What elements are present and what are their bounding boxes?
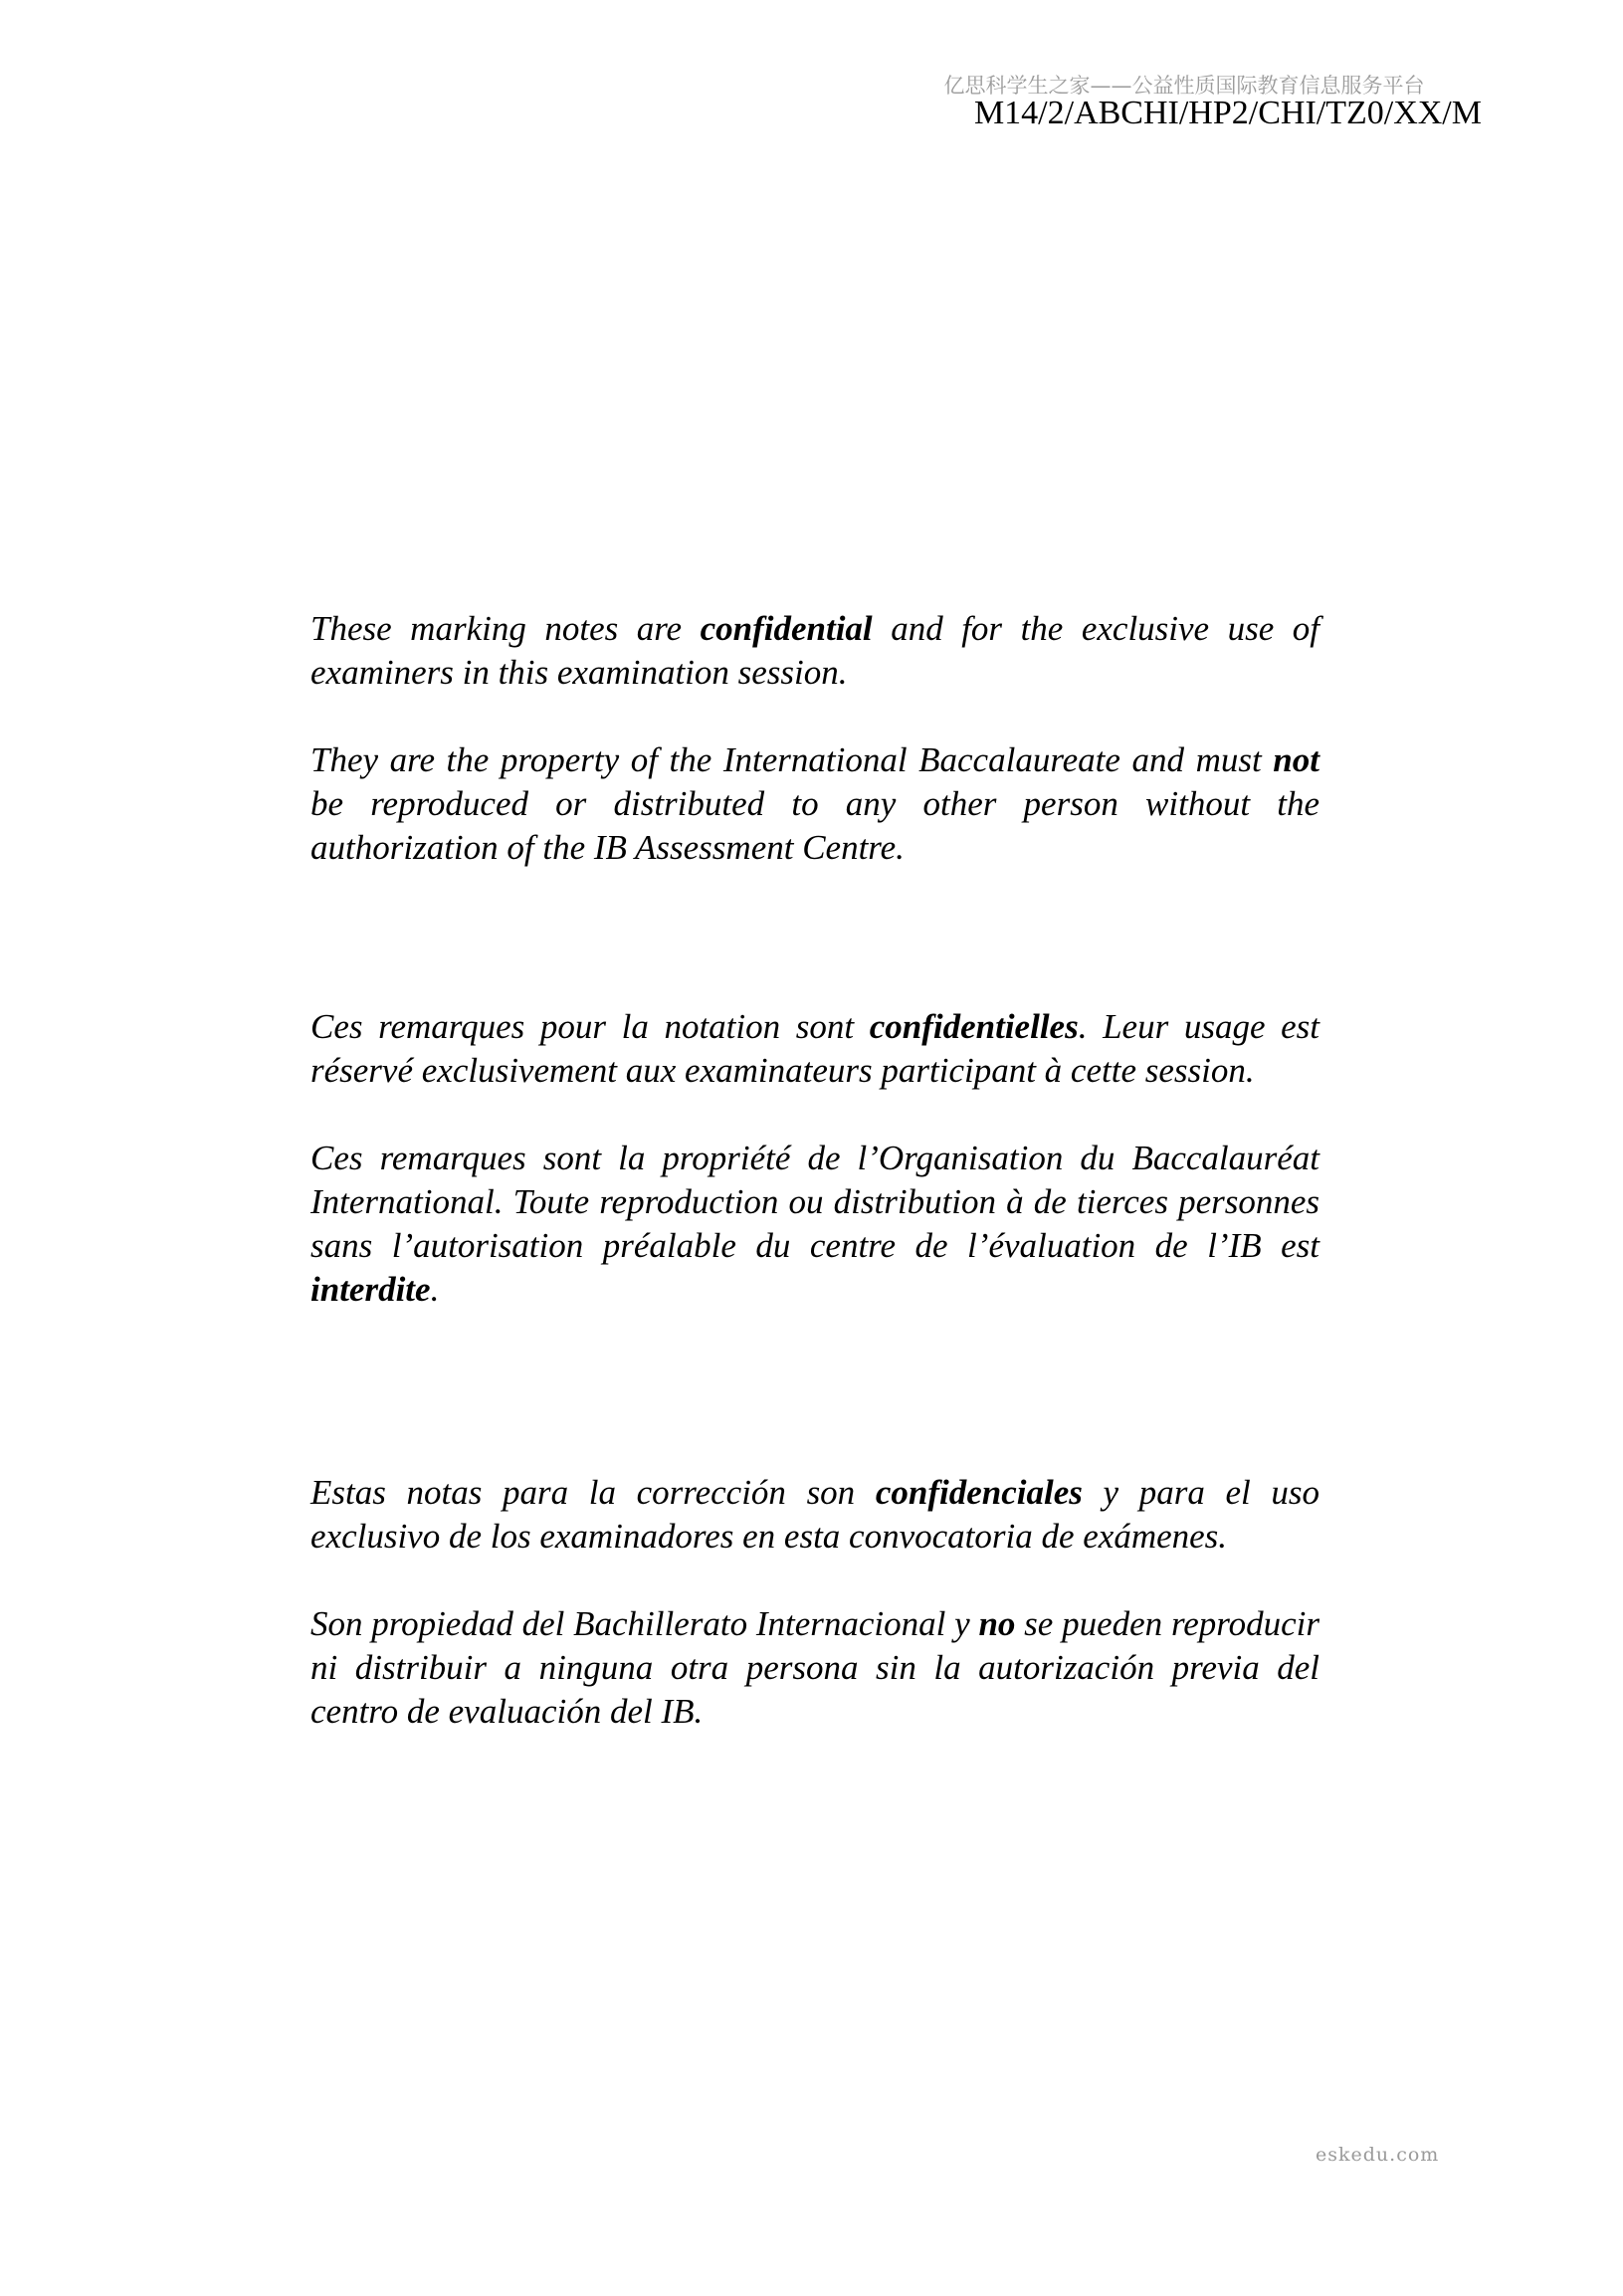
spanish-p2-text-end: se pueden reproducir ni distribuir a ninguna otra persona sin la autorización previa del centro de evaluación del IB.: [310, 1604, 1319, 1731]
spanish-paragraph-2: [310, 1602, 1319, 1734]
english-p2-text: They are the property of the International Baccalaureate and must: [310, 740, 1274, 779]
french-p1-text-end: . Leur usage est réservé exclusivement aux examinateurs participant à cette session.: [310, 1007, 1319, 1090]
english-p1-emphasis: confidential: [700, 609, 873, 648]
english-p2-text-end: be reproduced or distributed to any other person without the authorization of the IB Assessment Centre.: [310, 784, 1319, 867]
document-code: M14/2/ABCHI/HP2/CHI/TZ0/XX/M: [973, 95, 1482, 131]
spanish-p2-text: Son propiedad del Bachillerato Internacional y: [310, 1604, 979, 1643]
top-watermark: 亿思科学生之家——公益性质国际教育信息服务平台: [943, 74, 1425, 98]
spanish-p1-text: Estas notas para la corrección son: [310, 1473, 876, 1512]
spanish-paragraph-1: [310, 1471, 1319, 1559]
bottom-watermark: eskedu.com: [1316, 2144, 1440, 2166]
spanish-notice: [310, 1471, 1319, 1734]
french-paragraph-1: [310, 1005, 1319, 1093]
english-p1-text: These marking notes are: [310, 609, 701, 648]
english-p1-text-end: and for the exclusive use of examiners in this examination session.: [310, 609, 1319, 692]
spanish-p2-emphasis: no: [978, 1604, 1016, 1643]
spanish-p1-emphasis: confidenciales: [875, 1473, 1083, 1512]
french-notice: [310, 1005, 1319, 1312]
french-paragraph-2: [310, 1137, 1319, 1312]
english-notice: [310, 607, 1319, 870]
french-p1-emphasis: confidentielles: [869, 1007, 1079, 1046]
french-p2-text: Ces remarques sont la propriété de l’Organisation du Baccalauréat International. Toute reproduction ou distribution à de tierces personnes sans l’autorisation préalable du centre de l’évaluation de l’IB est: [310, 1139, 1319, 1265]
english-paragraph-2: [310, 738, 1319, 870]
spanish-p1-text-end: y para el uso exclusivo de los examinadores en esta convocatoria de exámenes.: [310, 1473, 1319, 1556]
english-p2-emphasis: not: [1273, 740, 1319, 779]
english-paragraph-1: [310, 607, 1319, 695]
french-p2-text-end: .: [430, 1270, 440, 1309]
french-p1-text: Ces remarques pour la notation sont: [310, 1007, 870, 1046]
french-p2-emphasis: interdite: [310, 1270, 431, 1309]
